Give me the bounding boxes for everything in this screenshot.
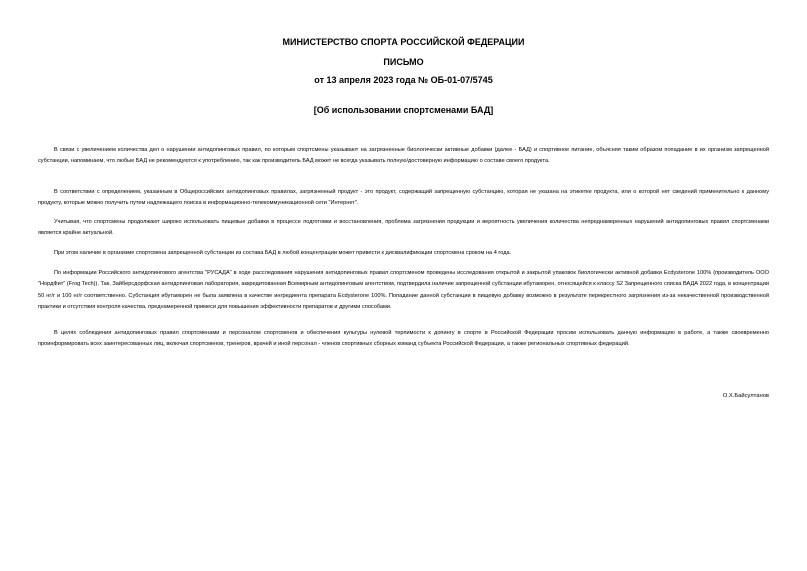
document-type-heading: ПИСЬМО bbox=[383, 57, 424, 67]
paragraph-1: В связи с увеличением количества дел о нарушении антидопинговых правил, по которым спортсмены указывают на загрязненные биологически активные добавки (далее - БАД) и спортивное питание, объясняя таким образом попадание в их организм запрещенной субстанции, напоминаем, что любые БАД не рекомендуются к употреблению, так как производитель БАД может не всегда указывать полную/достоверную информацию о составе своего продукта. bbox=[38, 147, 769, 165]
date-number-heading: от 13 апреля 2023 года № ОБ-01-07/5745 bbox=[314, 75, 493, 85]
signature: О.Х.Байсултанов bbox=[722, 393, 769, 399]
ministry-heading: МИНИСТЕРСТВО СПОРТА РОССИЙСКОЙ ФЕДЕРАЦИИ bbox=[282, 37, 525, 47]
paragraph-2: В соответствии с определением, указанным в Общероссийских антидопинговых правилах, загрязненный продукт - это продукт, содержащий запрещенную субстанцию, которая не указана на этикетке продукта, или о которой нет сведений применительно к данному продукту, которые можно получить путем надлежащего поиска в информационно-телекоммуникационной сети "Интернет". bbox=[38, 189, 769, 207]
paragraph-3: Учитывая, что спортсмены продолжают широко использовать пищевые добавки в процессе подготовки и восстановления, проблема загрязнения продукции и вероятность увеличения количества непреднамеренных нарушений антидопинговых правил спортсменами является крайне актуальной. bbox=[38, 219, 769, 237]
paragraph-5: По информации Российского антидопингового агентства "РУСАДА" в ходе расследования нарушения антидопинговых правил спортсменом проведены исследования открытой и закрытой упаковок биологически активной добавки Ecdysterone 100% (производитель ООО "НордФит" (Frog Tech)). Так, Зайберсдорфская антидопинговая лаборатория, аккредитованная Всемирным антидопинговым агентством, подтвердила наличие запрещенной субстанции ибутаморен, относящейся к классу S2 Запрещенного списка ВАДА 2022 года, в концентрации 50 нг/г и 100 нг/г соответственно. Субстанция ибутаморен не была заявлена в качестве ингредиента препарата Ecdysterone 100%. Попадание данной субстанции в пищевую добавку возможно в результате перекрестного загрязнения из-за некачественной производственной практики и отсутствия контроля качества, преднамеренной примеси для повышения эффективности препаратов и другими способами. bbox=[38, 270, 769, 311]
subject-heading: [Об использовании спортсменами БАД] bbox=[313, 105, 494, 115]
paragraph-6: В целях соблюдения антидопинговых правил спортсменами и персоналом спортсменов и обеспечения культуры нулевой терпимости к допингу в спорте в Российской Федерации просим использовать данную информацию в работе, а также своевременно проинформировать всех заинтересованных лиц, включая спортсменов, тренеров, врачей и иной персонал - членов спортивных сборных команд субъекта Российской Федерации, а также региональных спортивных федераций. bbox=[38, 330, 769, 348]
paragraph-4: При этом наличие в организме спортсмена запрещенной субстанции из состава БАД в любой концентрации может привести к дисквалификации спортсмена сроком на 4 года. bbox=[54, 250, 512, 256]
